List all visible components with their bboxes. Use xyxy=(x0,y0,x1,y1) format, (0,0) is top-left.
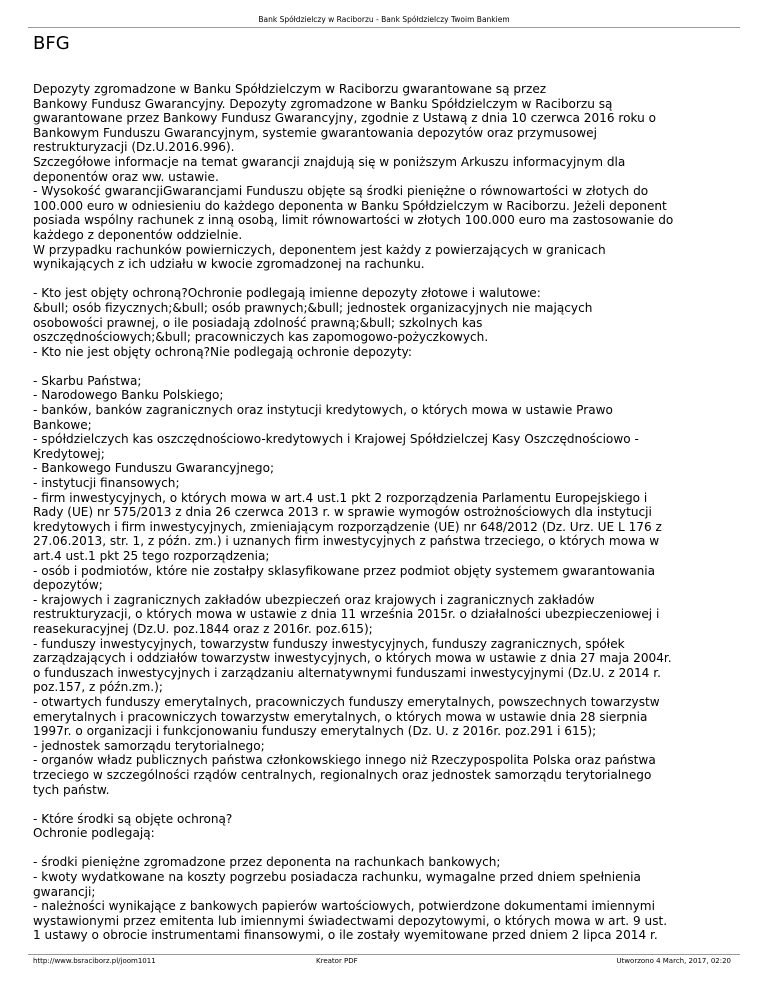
text-line: Rady (UE) nr 575/2013 z dnia 26 czerwca 2013 r. w sprawie wymogów ostrożnościowych dla instytucji xyxy=(33,505,652,520)
text-line: - należności wynikające z bankowych papierów wartościowych, potwierdzone dokumentami imiennymi xyxy=(33,899,655,914)
text-line: Kredytowej; xyxy=(33,446,105,461)
text-line: deponentów oraz ww. ustawie. xyxy=(33,169,219,184)
text-line: zarządzających i oddziałów towarzystw inwestycyjnych, o których mowa w ustawie z dnia 27 maja 2004r. xyxy=(33,651,672,666)
section-guarantee-info xyxy=(33,82,733,272)
text-line: art.4 ust.1 pkt 25 tego rozporządzenia; xyxy=(33,549,270,563)
footer-creator: Kreator PDF xyxy=(316,957,358,965)
article-body xyxy=(33,82,733,943)
text-line: depozytów; xyxy=(33,578,103,593)
text-line: 1997r. o organizacji i funkcjonowaniu funduszy emerytalnych (Dz. U. z 2016r. poz.291 i 615); xyxy=(33,724,597,739)
text-line: - spółdzielczych kas oszczędnościowo-kredytowych i Krajowej Spółdzielczej Kasy Oszczędnościowo - xyxy=(33,432,639,447)
section-excluded-deposits xyxy=(33,374,733,797)
text-line: posiada wspólny rachunek z inną osobą, limit równowartości w złotych 100.000 euro ma zastosowanie do xyxy=(33,213,674,228)
text-line: wynikających z ich udziału w kwocie zgromadzonej na rachunku. xyxy=(33,257,425,272)
footer-created-date: Utworzono 4 March, 2017, 02:20 xyxy=(616,957,731,965)
text-line: Bankowy Fundusz Gwarancyjny. Depozyty zgromadzone w Banku Spółdzielczym w Raciborzu są xyxy=(33,96,613,111)
text-line: 27.06.2013, str. 1, z późn. zm.) i uznanych firm inwestycyjnych z państwa trzeciego, o których mowa w xyxy=(33,534,660,549)
text-line: 1 ustawy o obrocie instrumentami finansowymi, o ile zostały wyemitowane przed dniem 2 lipca 2014 r. xyxy=(33,928,658,943)
text-line: - Kto jest objęty ochroną?Ochronie podlegają imienne depozyty złotowe i walutowe: xyxy=(33,286,541,301)
text-line: wystawionymi przez emitenta lub imiennymi świadectwami depozytowymi, o których mowa w art. 9 ust. xyxy=(33,913,668,928)
text-line: - kwoty wydatkowane na koszty pogrzebu posiadacza rachunku, wymagalne przed dniem spełnienia xyxy=(33,870,641,885)
running-header: Bank Spółdzielczy w Raciborzu - Bank Spółdzielczy Twoim Bankiem xyxy=(258,15,510,24)
text-line: Bankowe; xyxy=(33,417,92,432)
text-line: - Kto nie jest objęty ochroną?Nie podlegają ochronie depozyty: xyxy=(33,344,412,359)
page-title: BFG xyxy=(33,33,70,54)
text-line: gwarantowane przez Bankowy Fundusz Gwarancyjny, zgodnie z Ustawą z dnia 10 czerwca 2016 roku o xyxy=(33,111,657,126)
text-line: W przypadku rachunków powierniczych, deponentem jest każdy z powierzających w granicach xyxy=(33,242,606,257)
text-line: - banków, banków zagranicznych oraz instytucji kredytowych, o których mowa w ustawie Prawo xyxy=(33,403,613,418)
text-line: - instytucji finansowych; xyxy=(33,476,180,491)
text-line: oszczędnościowych;&bull; pracowniczych kas zapomogowo-pożyczkowych. xyxy=(33,330,489,345)
text-line: - firm inwestycyjnych, o których mowa w art.4 ust.1 pkt 2 rozporządzenia Parlamentu Europejskiego i xyxy=(33,490,648,505)
page-footer xyxy=(33,957,731,969)
text-line: osobowości prawnej, o ile posiadają zdolność prawną;&bull; szkolnych kas xyxy=(33,315,483,330)
text-line: - otwartych funduszy emerytalnych, pracowniczych funduszy emerytalnych, powszechnych towarzystw xyxy=(33,694,660,709)
text-line: trzeciego w szczególności rządów centralnych, regionalnych oraz jednostek samorządu terytorialnego xyxy=(33,767,652,782)
section-covered-funds xyxy=(33,812,733,841)
footer-url: http://www.bsraciborz.pl/joom1011 xyxy=(33,957,156,965)
text-line: Depozyty zgromadzone w Banku Spółdzielczym w Raciborzu gwarantowane są przez xyxy=(33,82,547,96)
section-who-is-covered xyxy=(33,286,733,359)
text-line: emerytalnych i pracowniczych towarzystw emerytalnych, o których mowa w ustawie dnia 28 sierpnia xyxy=(33,709,648,724)
text-line: reasekuracyjnej (Dz.U. poz.1844 oraz z 2016r. poz.615); xyxy=(33,621,373,636)
text-line: - Które środki są objęte ochroną? xyxy=(33,811,233,826)
text-line: Bankowym Funduszu Gwarancyjnym, systemie gwarantowania depozytów oraz przymusowej xyxy=(33,125,597,140)
text-line: Szczegółowe informacje na temat gwarancji znajdują się w poniższym Arkuszu informacyjnym dla xyxy=(33,154,626,169)
text-line: - Skarbu Państwa; xyxy=(33,373,142,388)
text-line: o funduszach inwestycyjnych i zarządzaniu alternatywnymi funduszami inwestycyjnymi (Dz.U. z 2014 r. xyxy=(33,665,661,680)
text-line: - Bankowego Funduszu Gwarancyjnego; xyxy=(33,461,275,476)
text-line: gwarancji; xyxy=(33,884,96,899)
text-line: - krajowych i zagranicznych zakładów ubezpieczeń oraz krajowych i zagranicznych zakładów xyxy=(33,592,595,607)
text-line: - organów władz publicznych państwa członkowskiego innego niż Rzeczypospolita Polska oraz państwa xyxy=(33,753,656,768)
text-line: - funduszy inwestycyjnych, towarzystw funduszy inwestycyjnych, funduszy zagranicznych, spółek xyxy=(33,636,625,651)
text-line: 100.000 euro w odniesieniu do każdego deponenta w Banku Spółdzielczym w Raciborzu. Jeżeli deponent xyxy=(33,198,667,213)
section-protected-items xyxy=(33,855,733,943)
text-line: kredytowych i firm inwestycyjnych, zmieniającym rozporządzenie (UE) nr 648/2012 (Dz. Urz. UE L 176 z xyxy=(33,519,662,534)
text-line: poz.157, z późn.zm.); xyxy=(33,680,163,695)
footer-divider xyxy=(28,954,740,955)
text-line: każdego z deponentów oddzielnie. xyxy=(33,227,243,242)
text-line: restrukturyzacji (Dz.U.2016.996). xyxy=(33,140,235,155)
text-line: tych państw. xyxy=(33,782,110,797)
text-line: - Narodowego Banku Polskiego; xyxy=(33,388,224,403)
text-line: - środki pieniężne zgromadzone przez deponenta na rachunkach bankowych; xyxy=(33,855,501,870)
text-line: restrukturyzacji, o których mowa w ustawie z dnia 11 września 2015r. o działalności ubezpieczeniowej i xyxy=(33,607,660,622)
text-line: &bull; osób fizycznych;&bull; osób prawnych;&bull; jednostek organizacyjnych nie mających xyxy=(33,300,593,315)
text-line: - osób i podmiotów, które nie zostałpy sklasyfikowane przez podmiot objęty systemem gwarantowania xyxy=(33,563,656,578)
text-line: - jednostek samorządu terytorialnego; xyxy=(33,738,265,753)
text-line: Ochronie podlegają: xyxy=(33,826,155,841)
header-divider xyxy=(28,27,740,28)
text-line: - Wysokość gwarancjiGwarancjami Funduszu objęte są środki pieniężne o równowartości w złotych do xyxy=(33,184,649,199)
